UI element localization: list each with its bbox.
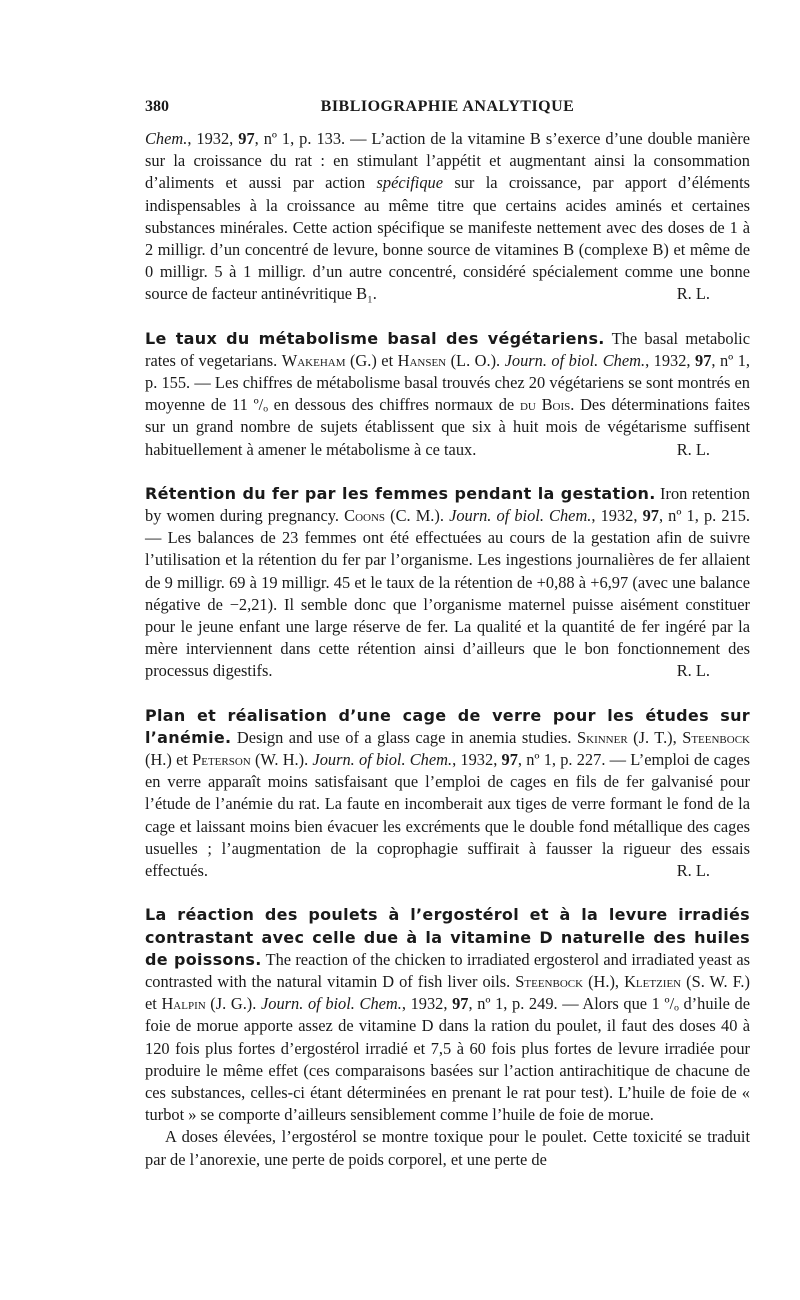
page-body (145, 128, 750, 1171)
abstract-paragraph (145, 1126, 750, 1170)
signature: R. L. (676, 284, 710, 304)
abstract-entry: Plan et réalisation d’une cage de verre pour les études sur l’anémie. Design and use of a glass cage in anemia studies. Skinner (J. T.), Steenbock (H.) et Peterson (W. H.). Journ. of biol. Chem., 1932, 97, nº 1, p. 227. — L’emploi de cages en verre apparaît moins satisfaisant que l’emploi de cages en fils de fer galvanisé pour l’étude de l’anémie du rat. La faute en incomberait aux tiges de verre formant le fond de la cage et laissant moins bien évacuer les excréments que le double fond métallique des cages usuelles ; l’augmentation de la coprophagie suffirait à fausser la rigueur des essais effectués. R. L. (145, 705, 750, 883)
author: Steenbock (682, 727, 750, 747)
english-title: The basal metabolic rates of vegetarians. (145, 328, 750, 370)
abstract-text: — Les balances de 23 femmes ont été effectuées au cours de la gestation afin de suivre l’utilisation et la rétention du fer par l’organisme. Les ingestions journalières de fer allaient de 9 milligr. 69 à 19 milligr. 45 et le taux de la rétention de +0,88 à +6,97 (avec une balance négative de −2,21). Il semble donc que l’organisme maternel puisse aisément constituer pour le jeune enfant une large réserve de fer. La qualité et la quantité de fer ingéré par la mère interviennent dans cette rétention ainsi d’ailleurs que le bon fonctionnement des processus digestifs. (145, 528, 750, 681)
journal-name: Journ. of biol. Chem. (504, 350, 646, 370)
entry-title: Plan et réalisation d’une cage de verre pour les études sur l’anémie. (145, 705, 750, 747)
entry-title: Le taux du métabolisme basal des végétariens. (145, 328, 605, 348)
author: Steenbock (515, 971, 584, 991)
journal-name: Journ. of biol. Chem. (312, 750, 453, 770)
running-head (145, 98, 750, 122)
author: Coons (344, 506, 386, 526)
abstract-entry: Rétention du fer par les femmes pendant la gestation. Iron retention by women during pregnancy. Coons (C. M.). Journ. of biol. Chem., 1932, 97, nº 1, p. 215. — Les balances de 23 femmes ont été effectuées au cours de la gestation afin de suivre l’utilisation et la rétention du fer par l’organisme. Les ingestions journalières de fer allaient de 9 milligr. 69 à 19 milligr. 45 et le taux de la rétention de +0,88 à +6,97 (avec une balance négative de −2,21). Il semble donc que l’organisme maternel puisse aisément constituer pour le jeune enfant une large réserve de fer. La qualité et la quantité de fer ingéré par la mère interviennent dans cette rétention ainsi d’ailleurs que le bon fonctionnement des processus digestifs. R. L. (145, 483, 750, 683)
author: Wakeham (281, 350, 346, 370)
signature: R. L. (676, 439, 710, 459)
author: Kletzien (624, 971, 682, 991)
english-title: Iron retention by women during pregnancy. (145, 483, 750, 526)
author: Skinner (577, 727, 628, 747)
volume: 97 (238, 129, 255, 148)
journal-name: Chem. (145, 129, 188, 148)
author: Peterson (192, 750, 251, 770)
english-title: Design and use of a glass cage in anemia studies. (231, 727, 578, 747)
abstract-entry: Le taux du métabolisme basal des végétariens. The basal metabolic rates of vegetarians. Wakeham (G.) et Hansen (L. O.). Journ. of biol. Chem., 1932, 97, nº 1, p. 155. — Les chiffres de métabolisme basal trouvés chez 20 végétariens se sont montrés en moyenne de 11 º/ₒ en dessous des chiffres normaux de du Bois. Des déterminations faites sur un grand nombre de sujets établissent que six à huit mois de végétarisme suffisent habituellement à amener le métabolisme à ce taux. R. L. (145, 328, 750, 461)
volume: 97 (452, 994, 469, 1014)
journal-name: Journ. of biol. Chem. (449, 506, 592, 526)
signature: R. L. (676, 861, 710, 881)
author: Halpin (161, 994, 206, 1014)
abstract-text: A doses élevées, l’ergostérol se montre toxique pour le poulet. Cette toxicité se traduit par de l’anorexie, une perte de poids corporel, et une perte de (145, 1127, 750, 1169)
entry-title: Rétention du fer par les femmes pendant la gestation. (145, 483, 656, 503)
page-number: 380 (145, 98, 169, 115)
abstract-text: — L’action de la vitamine B s’exerce d’une double manière sur la croissance du rat : en stimulant l’appétit et augmentant ainsi la consommation d’aliments et aussi par action (145, 129, 751, 193)
journal-name: Journ. of biol. Chem. (260, 994, 402, 1014)
abstract-text: — L’emploi de cages en verre apparaît moins satisfaisant que l’emploi de cages en fils de fer galvanisé pour l’étude de l’anémie du rat. La faute en incomberait aux tiges de verre formant le fond de la cage et laissant moins bien évacuer les excréments que le double fond métallique des cages usuelles ; l’augmentation de la coprophagie suffirait à fausser la rigueur des essais effectués. (145, 750, 751, 881)
abstract-text: — Alors que 1 º/ₒ d’huile de foie de morue apporte assez de vitamine D dans la ration du poulet, il faut des doses 40 à 120 fois plus fortes d’ergostérol irradié et 7,5 à 60 fois plus fortes de levure irradiée pour produire le même effet (ces comparaisons basées sur l’action antirachitique de chacune de ces substances, celles-ci étant déterminées en prenant le rat pour test). L’huile de foie de « turbot » se comporte d’ailleurs sensiblement comme l’huile de foie de morue. (145, 994, 750, 1125)
volume: 97 (695, 350, 712, 370)
author: Hansen (397, 350, 447, 370)
running-title: BIBLIOGRAPHIE ANALYTIQUE (320, 98, 575, 115)
volume: 97 (642, 506, 659, 526)
volume: 97 (501, 750, 518, 770)
signature: R. L. (676, 661, 710, 681)
cited-author: du Bois (519, 395, 571, 415)
entry-title: La réaction des poulets à l’ergostérol et à la levure irradiés contrastant avec celle due à la vitamine D naturelle des huiles de poissons. (145, 905, 750, 969)
english-title: The reaction of the chicken to irradiated ergosterol and irradiated yeast as contrasted with the natural vitamin D of fish liver oils. (145, 949, 750, 991)
abstract-entry: La réaction des poulets à l’ergostérol et à la levure irradiés contrastant avec celle due à la vitamine D naturelle des huiles de poissons. The reaction of the chicken to irradiated ergosterol and irradiated yeast as contrasted with the natural vitamin D of fish liver oils. Steenbock (H.), Kletzien (S. W. F.) et Halpin (J. G.). Journ. of biol. Chem., 1932, 97, nº 1, p. 249. — Alors que 1 º/ₒ d’huile de foie de morue apporte assez de vitamine D dans la ration du poulet, il faut des doses 40 à 120 fois plus fortes d’ergostérol irradié et 7,5 à 60 fois plus fortes de levure irradiée pour produire le même effet (ces comparaisons basées sur l’action antirachitique de chacune de ces substances, celles-ci étant déterminées en prenant le rat pour test). L’huile de foie de « turbot » se comporte d’ailleurs sensiblement comme l’huile de foie de morue. (145, 905, 750, 1125)
abstract-entry: Chem., 1932, 97, nº 1, p. 133. — L’action de la vitamine B s’exerce d’une double manière sur la croissance du rat : en stimulant l’appétit et augmentant ainsi la consommation d’aliments et aussi par action spécifique sur la croissance, par apport d’éléments indispensables à la croissance au même titre que certains acides aminés et certaines substances minérales. Cette action spécifique se manifeste nettement avec des doses de 1 à 2 milligr. d’un concentré de levure, bonne source de vitamines B (complexe B) et même de 0 milligr. 5 à 1 milligr. d’un autre concentré, considéré spécialement comme une bonne source de facteur antinévritique B₁. R. L. (145, 128, 750, 306)
abstract-text: — Les chiffres de métabolisme basal trouvés chez 20 végétariens se sont montrés en moyenne de 11 º/ₒ en dessous des chiffres normaux de (145, 373, 750, 415)
